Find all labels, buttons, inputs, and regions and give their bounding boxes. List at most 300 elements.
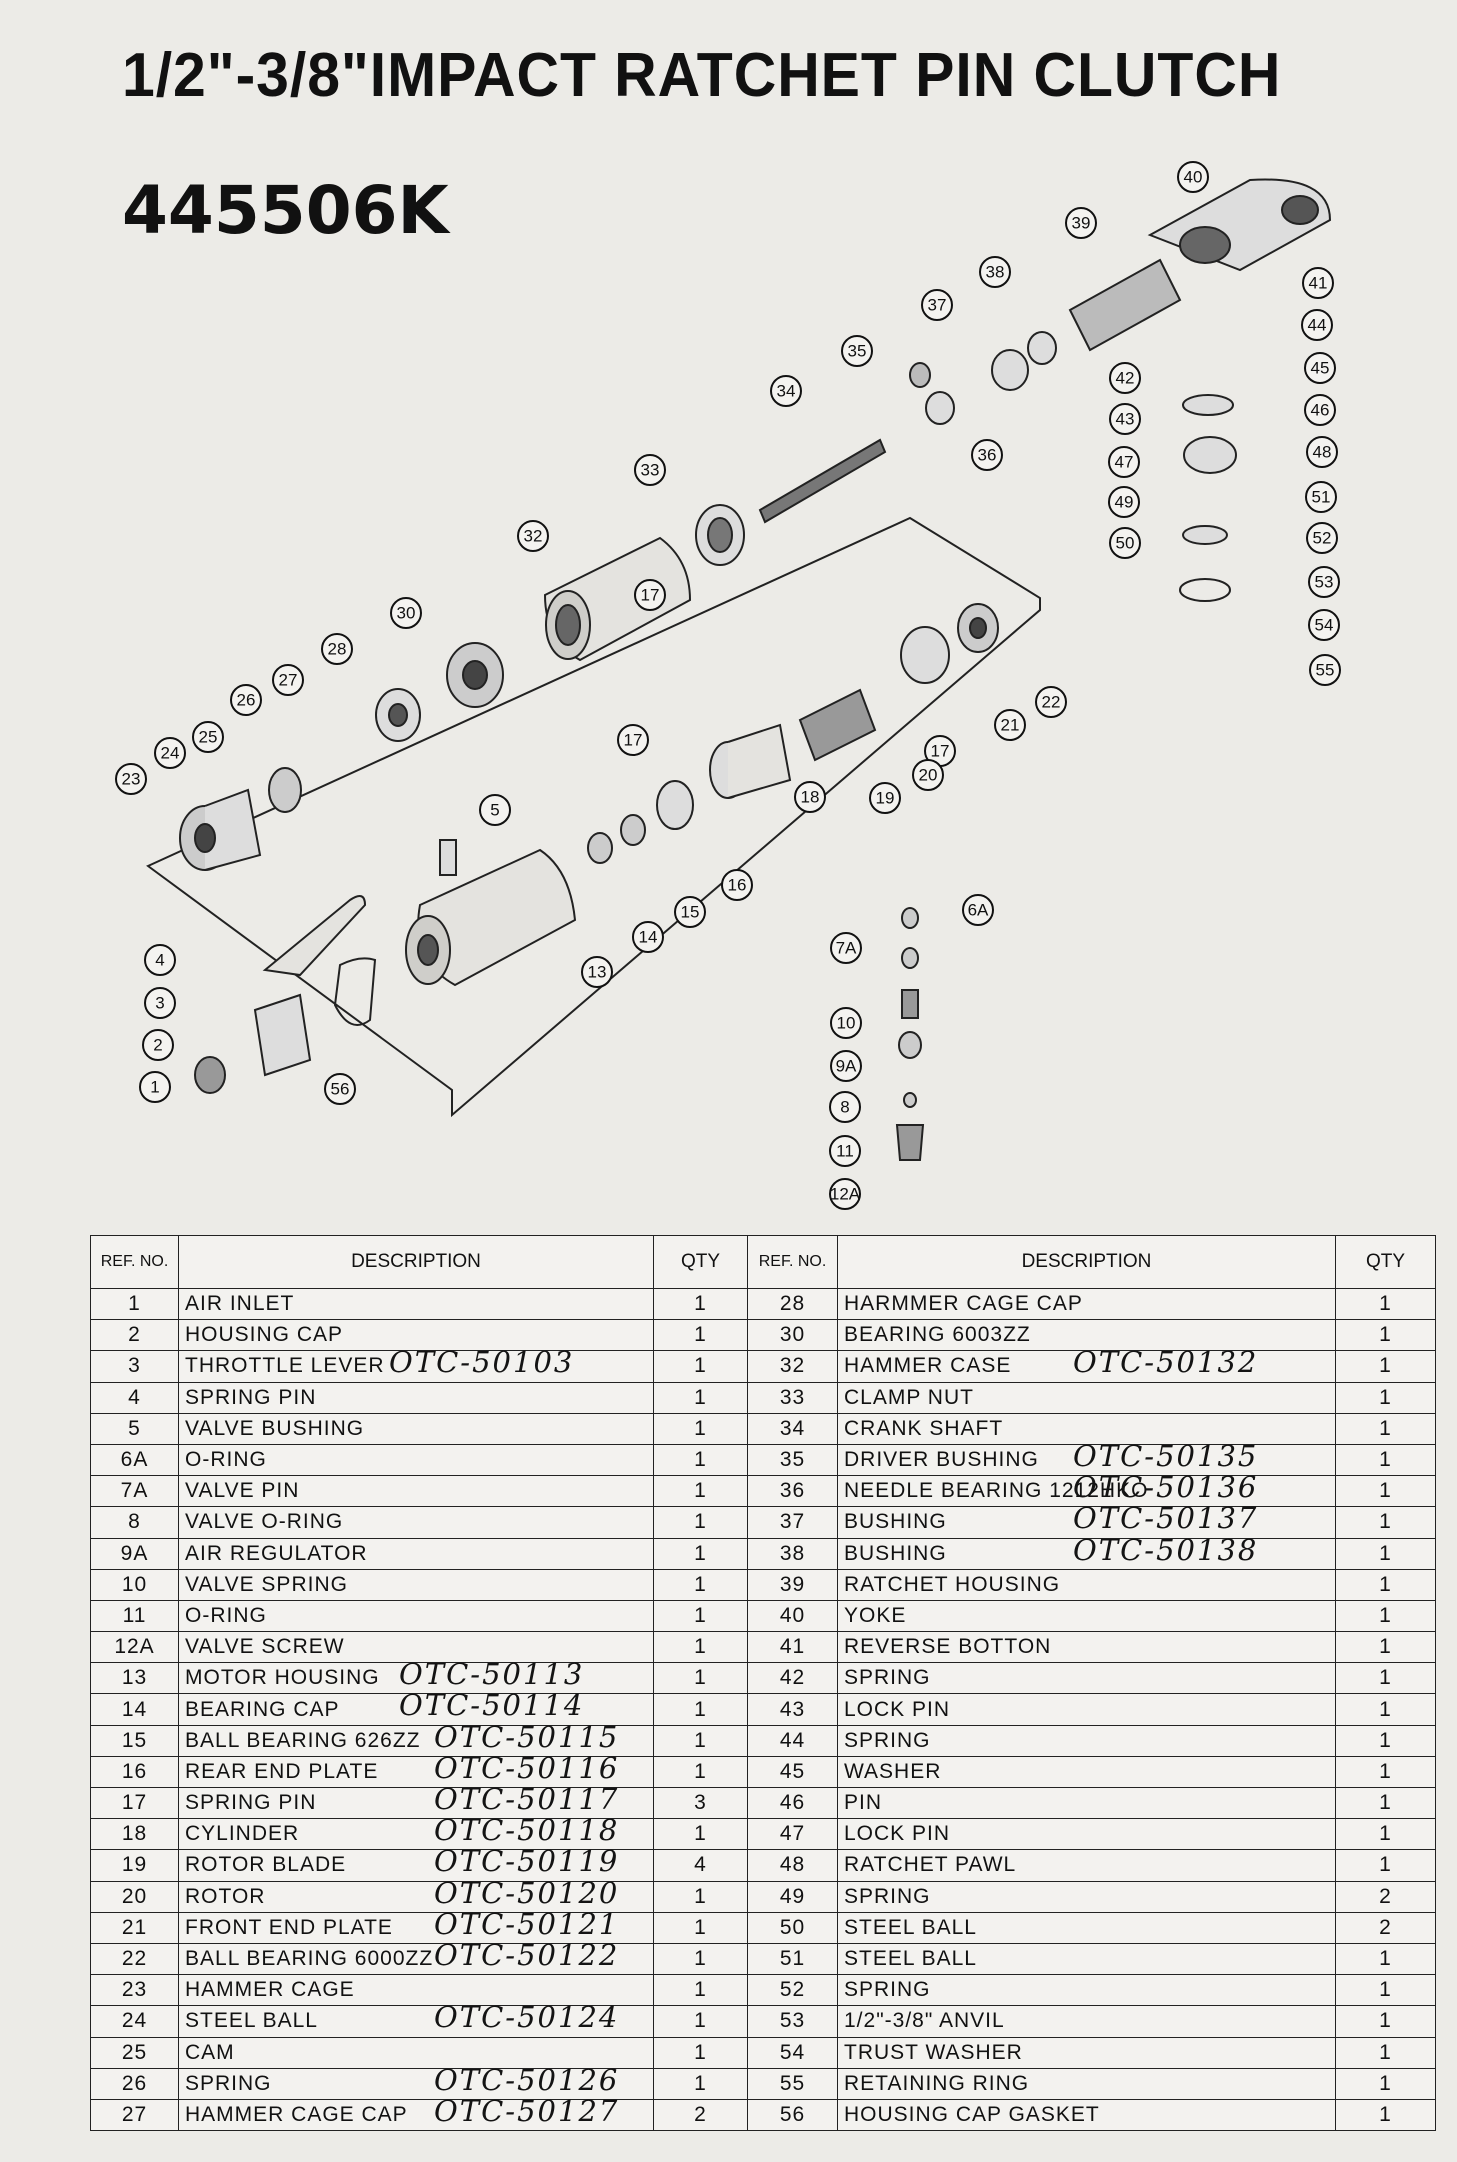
cell-text: 12A [114, 1635, 155, 1659]
cell-text: 8 [128, 1510, 141, 1534]
callout-50 [1110, 528, 1140, 558]
callout-number: 54 [1314, 615, 1334, 635]
ref-cell [91, 1632, 179, 1663]
cell-text: 1 [1379, 1728, 1392, 1752]
front-end-plate-shape [901, 627, 949, 683]
description-cell [838, 2006, 1336, 2037]
handwritten-part-number: OTC-50120 [434, 1875, 620, 1910]
cell-text: 1 [1379, 1416, 1392, 1440]
cell-text: 10 [121, 1572, 148, 1596]
cell-text: DRIVER BUSHING [844, 1448, 1039, 1472]
cell-text: RATCHET HOUSING [844, 1572, 1061, 1596]
callout-number: 9A [835, 1056, 857, 1076]
cell-text: 9A [120, 1541, 149, 1565]
ref-cell [748, 2006, 838, 2037]
callout-51 [1306, 482, 1336, 512]
callout-35 [842, 336, 872, 366]
housing-cap-shape [255, 995, 310, 1075]
handwritten-part-number: OTC-50121 [434, 1906, 620, 1941]
cell-text: HAMMER CASE [844, 1354, 1012, 1378]
cell-text: 26 [121, 2071, 148, 2095]
description-cell [838, 1819, 1336, 1850]
cell-text: VALVE O-RING [185, 1510, 344, 1534]
cell-text: BEARING CAP [185, 1697, 340, 1721]
callout-27 [273, 665, 303, 695]
qty-cell [654, 2037, 748, 2068]
handwritten-part-number: OTC-50138 [1073, 1532, 1259, 1567]
ref-cell [91, 2068, 179, 2099]
callout-11 [830, 1136, 860, 1166]
callout-number: 2 [153, 1035, 163, 1055]
callout-33 [635, 455, 665, 485]
cell-text: 47 [779, 1822, 806, 1846]
callout-16 [722, 870, 752, 900]
cell-text: SPRING [844, 1728, 931, 1752]
page-title: 1/2"-3/8"IMPACT RATCHET PIN CLUTCH [122, 41, 1282, 110]
callout-number: 34 [776, 381, 796, 401]
description-cell [179, 1289, 654, 1320]
callout-number: 49 [1114, 492, 1134, 512]
cell-text: 1 [1379, 1822, 1392, 1846]
ref-cell [91, 1943, 179, 1974]
ref-cell [748, 2099, 838, 2130]
cell-text: NEEDLE BEARING 1212HKO [844, 1479, 1149, 1503]
cell-text: 1 [1379, 1759, 1392, 1783]
cell-text: 1 [694, 1635, 707, 1659]
callout-number: 12A [829, 1184, 861, 1204]
description-cell [838, 2037, 1336, 2068]
cell-text: 46 [779, 1791, 806, 1815]
ref-cell [91, 1725, 179, 1756]
cell-text: BALL BEARING 626ZZ [185, 1728, 421, 1752]
callout-8 [830, 1092, 860, 1122]
callout-number: 16 [727, 875, 747, 895]
callout-number: 25 [198, 727, 218, 747]
callout-17 [635, 580, 665, 610]
cell-text: 18 [121, 1822, 148, 1846]
model-number: 445506K [122, 172, 449, 249]
ref-cell [748, 1694, 838, 1725]
ref-cell [91, 1351, 179, 1382]
ref-cell [91, 2006, 179, 2037]
qty-cell [1336, 1413, 1436, 1444]
cell-text: 1 [1379, 1572, 1392, 1596]
ref-cell [748, 2068, 838, 2099]
description-cell [179, 1569, 654, 1600]
callout-number: 51 [1311, 487, 1331, 507]
cell-text: 3 [128, 1354, 141, 1378]
callout-number: 36 [977, 445, 997, 465]
table-row [91, 1788, 1436, 1819]
qty-cell [654, 1912, 748, 1943]
cell-text: 24 [121, 2009, 148, 2033]
ref-cell [748, 1881, 838, 1912]
qty-cell [1336, 1694, 1436, 1725]
ref-cell [91, 1413, 179, 1444]
qty-cell [1336, 1569, 1436, 1600]
cell-text: 22 [121, 1947, 148, 1971]
qty-cell [654, 1444, 748, 1475]
callout-23 [116, 764, 146, 794]
callout-25 [193, 722, 223, 752]
callout-55 [1310, 655, 1340, 685]
cell-text: 3 [694, 1791, 707, 1815]
ref-cell [91, 1569, 179, 1600]
cell-text: 1 [1379, 1791, 1392, 1815]
cell-text: AIR REGULATOR [185, 1541, 368, 1565]
ref-cell [91, 1819, 179, 1850]
qty-cell [654, 1632, 748, 1663]
cell-text: 1 [1379, 1354, 1392, 1378]
ref-cell [748, 1444, 838, 1475]
cell-text: 23 [121, 1978, 148, 2002]
cell-text: HOUSING CAP GASKET [844, 2102, 1100, 2126]
handwritten-part-number: OTC-50132 [1073, 1345, 1259, 1380]
callout-52 [1307, 523, 1337, 553]
table-row [91, 2037, 1436, 2068]
description-cell [838, 1663, 1336, 1694]
ref-cell [91, 1320, 179, 1351]
table-row [91, 1912, 1436, 1943]
callout-number: 18 [800, 787, 820, 807]
callout-number: 8 [840, 1097, 850, 1117]
qty-cell [654, 1600, 748, 1631]
qty-cell [1336, 1725, 1436, 1756]
ref-cell [748, 1725, 838, 1756]
description-cell [838, 1345, 1336, 1382]
cell-text: 56 [779, 2102, 806, 2126]
callout-number: 47 [1114, 452, 1134, 472]
qty-cell [654, 1663, 748, 1694]
cell-text: BALL BEARING 6000ZZ [185, 1947, 434, 1971]
qty-cell [1336, 1600, 1436, 1631]
callout-number: 27 [278, 670, 298, 690]
cell-text: 2 [694, 2102, 707, 2126]
qty-cell [654, 1538, 748, 1569]
qty-cell [654, 1351, 748, 1382]
cell-text: 1 [1379, 1541, 1392, 1565]
qty-cell [654, 1382, 748, 1413]
cell-text: 1 [1379, 1697, 1392, 1721]
qty-cell [1336, 1975, 1436, 2006]
callout-number: 39 [1071, 213, 1091, 233]
callout-number: 6A [967, 900, 989, 920]
callout-15 [675, 897, 705, 927]
handwritten-part-number: OTC-50116 [434, 1750, 620, 1785]
description-cell [179, 1937, 654, 1974]
table-row [91, 1600, 1436, 1631]
callout-4 [145, 945, 175, 975]
callout-number: 19 [875, 788, 895, 808]
callout-number: 40 [1183, 167, 1203, 187]
cell-text: 13 [121, 1666, 148, 1690]
callout-40 [1178, 162, 1208, 192]
ref-cell [91, 1507, 179, 1538]
qty-cell [654, 1725, 748, 1756]
cell-text: CAM [185, 2040, 235, 2064]
cell-text: VALVE SCREW [185, 1635, 345, 1659]
description-cell [838, 1725, 1336, 1756]
description-cell [179, 1345, 654, 1382]
table-row [91, 2068, 1436, 2099]
cell-text: 1 [694, 1915, 707, 1939]
gasket-shape [335, 958, 375, 1025]
cell-text: MOTOR HOUSING [185, 1666, 380, 1690]
cell-text: 35 [779, 1448, 806, 1472]
header-qty: QTY [654, 1236, 748, 1289]
cell-text: 1/2"-3/8" ANVIL [844, 2009, 1005, 2033]
handwritten-part-number: OTC-50137 [1073, 1501, 1259, 1536]
cell-text: 5 [128, 1416, 141, 1440]
cell-text: 52 [779, 1978, 806, 2002]
qty-cell [1336, 1320, 1436, 1351]
cell-text: 1 [694, 1884, 707, 1908]
callout-9A [831, 1051, 861, 1081]
ref-cell [91, 1881, 179, 1912]
ref-cell [91, 2099, 179, 2130]
handwritten-part-number: OTC-50126 [434, 2062, 620, 2097]
rear-plate-shape [657, 781, 693, 829]
cell-text: 1 [694, 1978, 707, 2002]
description-cell [838, 1532, 1336, 1569]
cell-text: 21 [121, 1915, 148, 1939]
cell-text: 1 [694, 1603, 707, 1627]
ref-cell [748, 1632, 838, 1663]
callout-26 [231, 685, 261, 715]
qty-cell [1336, 2068, 1436, 2099]
qty-cell [1336, 1382, 1436, 1413]
qty-cell [654, 1694, 748, 1725]
cell-text: RETAINING RING [844, 2071, 1030, 2095]
qty-cell [654, 1819, 748, 1850]
qty-cell [1336, 1507, 1436, 1538]
cell-text: 1 [694, 1728, 707, 1752]
cell-text: AIR INLET [185, 1292, 295, 1316]
cell-text: BUSHING [844, 1510, 947, 1534]
qty-cell [1336, 1632, 1436, 1663]
callout-number: 35 [847, 341, 867, 361]
callout-number: 55 [1315, 660, 1335, 680]
callout-number: 50 [1115, 533, 1135, 553]
cell-text: VALVE PIN [185, 1479, 300, 1503]
callout-42 [1110, 363, 1140, 393]
cell-text: 2 [1379, 1915, 1392, 1939]
cell-text: VALVE BUSHING [185, 1416, 365, 1440]
cell-text: 43 [779, 1697, 806, 1721]
qty-cell [1336, 1351, 1436, 1382]
qty-cell [1336, 1289, 1436, 1320]
cell-text: 45 [779, 1759, 806, 1783]
cell-text: 1 [1379, 1947, 1392, 1971]
cell-text: 2 [128, 1323, 141, 1347]
cell-text: HOUSING CAP [185, 1323, 344, 1347]
qty-cell [654, 2068, 748, 2099]
cell-text: ROTOR BLADE [185, 1853, 347, 1877]
callout-41 [1303, 268, 1333, 298]
qty-cell [654, 1788, 748, 1819]
callout-number: 24 [160, 743, 180, 763]
callout-number: 38 [985, 262, 1005, 282]
cell-text: 1 [1379, 1978, 1392, 2002]
cell-text: SPRING [844, 1978, 931, 2002]
qty-cell [1336, 1444, 1436, 1475]
ref-cell [91, 1476, 179, 1507]
table-row [91, 1538, 1436, 1569]
callout-number: 42 [1115, 368, 1135, 388]
table-row [91, 1663, 1436, 1694]
cell-text: 1 [1379, 1510, 1392, 1534]
handwritten-part-number: OTC-50113 [399, 1657, 585, 1692]
callout-17 [618, 725, 648, 755]
callout-number: 10 [836, 1013, 856, 1033]
callout-number: 30 [396, 603, 416, 623]
cell-text: 1 [694, 1385, 707, 1409]
ref-cell [91, 1600, 179, 1631]
callout-number: 52 [1312, 528, 1332, 548]
cell-text: 34 [779, 1416, 806, 1440]
description-cell [838, 1975, 1336, 2006]
ref-cell [748, 1569, 838, 1600]
cell-text: 1 [1379, 1292, 1392, 1316]
cell-text: 1 [1379, 1479, 1392, 1503]
handwritten-part-number: OTC-50119 [434, 1844, 620, 1879]
qty-cell [654, 1975, 748, 2006]
cell-text: 15 [121, 1728, 148, 1752]
ref-cell [91, 1382, 179, 1413]
qty-cell [1336, 1538, 1436, 1569]
callout-56 [325, 1074, 355, 1104]
qty-cell [654, 1569, 748, 1600]
ref-cell [748, 1788, 838, 1819]
callout-43 [1110, 404, 1140, 434]
ref-cell [91, 1850, 179, 1881]
ratchet-housing-shape [1070, 260, 1180, 350]
ref-cell [748, 1756, 838, 1787]
ref-cell [748, 1507, 838, 1538]
cell-text: CYLINDER [185, 1822, 300, 1846]
callout-number: 20 [918, 765, 938, 785]
callout-20 [913, 760, 943, 790]
callout-number: 11 [836, 1141, 854, 1161]
cell-text: 1 [1379, 1635, 1392, 1659]
cell-text: FRONT END PLATE [185, 1915, 393, 1939]
cell-text: 1 [694, 1416, 707, 1440]
cell-text: 1 [694, 2040, 707, 2064]
cell-text: 54 [779, 2040, 806, 2064]
cell-text: 4 [694, 1853, 707, 1877]
handwritten-part-number: OTC-50117 [434, 1782, 620, 1816]
callout-number: 17 [930, 741, 950, 761]
callout-18 [795, 782, 825, 812]
cell-text: 1 [1379, 1385, 1392, 1409]
cell-text: 20 [121, 1884, 148, 1908]
cell-text: 44 [779, 1728, 806, 1752]
callout-21 [995, 710, 1025, 740]
ref-cell [748, 1850, 838, 1881]
qty-cell [654, 1289, 748, 1320]
qty-cell [654, 2099, 748, 2130]
cell-text: 55 [779, 2071, 806, 2095]
cell-text: PIN [844, 1791, 883, 1815]
cell-text: 1 [694, 1323, 707, 1347]
cell-text: LOCK PIN [844, 1822, 951, 1846]
cell-text: 41 [779, 1635, 806, 1659]
description-cell [838, 1943, 1336, 1974]
qty-cell [1336, 1943, 1436, 1974]
qty-cell [654, 1507, 748, 1538]
table-row [91, 1289, 1436, 1320]
header-ref: REF. NO. [91, 1236, 179, 1289]
qty-cell [654, 1850, 748, 1881]
description-cell [179, 1382, 654, 1413]
callout-number: 28 [327, 639, 347, 659]
cell-text: STEEL BALL [185, 2009, 318, 2033]
callout-19 [870, 783, 900, 813]
cell-text: 1 [1379, 2102, 1392, 2126]
description-cell [838, 1569, 1336, 1600]
qty-cell [654, 1476, 748, 1507]
cell-text: 1 [694, 1572, 707, 1596]
qty-cell [654, 2006, 748, 2037]
callout-54 [1309, 610, 1339, 640]
table-row [91, 1819, 1436, 1850]
callout-number: 14 [638, 927, 658, 947]
callout-5 [480, 795, 510, 825]
cam-shape [269, 768, 301, 812]
description-cell [838, 1600, 1336, 1631]
ref-cell [748, 1975, 838, 2006]
cell-text: SPRING [844, 1884, 931, 1908]
header-description-2: DESCRIPTION [838, 1236, 1336, 1289]
callout-24 [155, 738, 185, 768]
callout-10 [831, 1008, 861, 1038]
callout-6A [963, 895, 993, 925]
callout-30 [391, 598, 421, 628]
ref-cell [91, 1663, 179, 1694]
table-row [91, 1382, 1436, 1413]
description-cell [838, 1850, 1336, 1881]
cell-text: 1 [694, 1292, 707, 1316]
callout-36 [972, 440, 1002, 470]
cell-text: STEEL BALL [844, 1947, 977, 1971]
qty-cell [1336, 1663, 1436, 1694]
callout-number: 17 [623, 730, 643, 750]
table-row [91, 1850, 1436, 1881]
qty-cell [654, 1943, 748, 1974]
cell-text: RATCHET PAWL [844, 1853, 1017, 1877]
cell-text: HAMMER CAGE [185, 1978, 355, 2002]
cell-text: O-RING [185, 1448, 267, 1472]
handwritten-part-number: OTC-50124 [434, 2000, 620, 2035]
cell-text: 1 [1379, 2009, 1392, 2033]
cell-text: 4 [128, 1385, 141, 1409]
cell-text: 1 [694, 1541, 707, 1565]
ref-cell [748, 1943, 838, 1974]
table-row [91, 1725, 1436, 1756]
cell-text: SPRING PIN [185, 1385, 317, 1409]
handwritten-part-number: OTC-50127 [434, 2093, 620, 2128]
cell-text: STEEL BALL [844, 1915, 977, 1939]
cell-text: 1 [1379, 1448, 1392, 1472]
cell-text: 1 [694, 1479, 707, 1503]
qty-cell [1336, 1788, 1436, 1819]
handwritten-part-number: OTC-50118 [434, 1813, 620, 1848]
cell-text: 1 [694, 1759, 707, 1783]
ref-cell [91, 1756, 179, 1787]
cell-text: 53 [779, 2009, 806, 2033]
callout-number: 26 [236, 690, 256, 710]
cell-text: 1 [694, 1666, 707, 1690]
